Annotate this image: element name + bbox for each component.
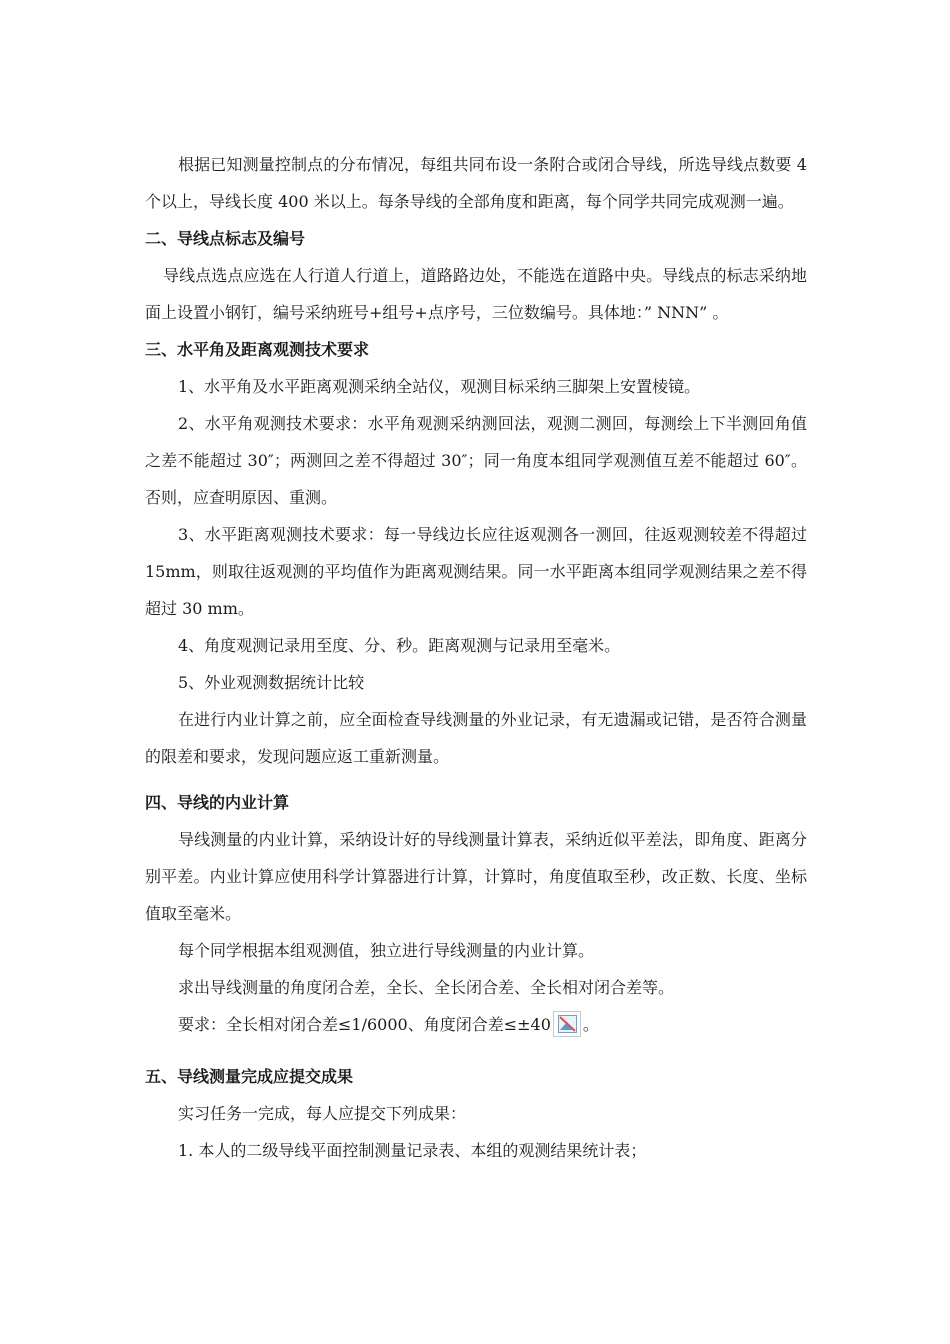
section-4-paragraph: 每个同学根据本组观测值，独立进行导线测量的内业计算。 xyxy=(178,941,595,960)
section-3-item: 5、外业观测数据统计比较 xyxy=(178,673,365,692)
document-body xyxy=(145,146,807,1169)
section-5-item: 1. 本人的二级导线平面控制测量记录表、本组的观测结果统计表； xyxy=(178,1141,647,1160)
section-4-paragraph: 导线测量的内业计算，采纳设计好的导线测量计算表，采纳近似平差法，即角度、距离分别平差。内业计算应使用科学计算器进行计算，计算时，角度值取至秒，改正数、长度、坐标值取至毫米。 xyxy=(145,830,807,923)
section-3-item: 3、水平距离观测技术要求：每一导线边长应往返观测各一测回，往返观测较差不得超过 15mm，则取往返观测的平均值作为距离观测结果。同一水平距离本组同学观测结果之差不得超过 30 mm。 xyxy=(145,525,807,618)
section-heading-5: 五、导线测量完成应提交成果 xyxy=(145,1067,354,1086)
section-5-intro: 实习任务一完成，每人应提交下列成果： xyxy=(178,1104,467,1123)
requirement-text: 要求：全长相对闭合差≤1/6000、角度闭合差≤±40 xyxy=(178,1015,551,1034)
section-heading-2: 二、导线点标志及编号 xyxy=(145,229,306,248)
section-heading-4: 四、导线的内业计算 xyxy=(145,793,290,812)
section-3-item: 2、水平角观测技术要求：水平角观测采纳测回法，观测二测回，每测绘上下半测回角值之差不能超过 30″；两测回之差不得超过 30″；同一角度本组同学观测值互差不能超过 60″。否则，应查明原因、重测。 xyxy=(145,414,807,507)
section-2-body: 导线点选点应选在人行道人行道上，道路路边处，不能选在道路中央。导线点的标志采纳地面上设置小钢钉，编号采纳班号+组号+点序号，三位数编号。具体地：” NNN” 。 xyxy=(145,266,807,322)
section-4-requirement xyxy=(145,1006,807,1043)
requirement-end: 。 xyxy=(582,1015,599,1034)
section-3-note: 在进行内业计算之前，应全面检查导线测量的外业记录，有无遗漏或记错，是否符合测量的限差和要求，发现问题应返工重新测量。 xyxy=(145,710,807,766)
intro-paragraph: 根据已知测量控制点的分布情况，每组共同布设一条附合或闭合导线，所选导线点数要 4 个以上，导线长度 400 米以上。每条导线的全部角度和距离，每个同学共同完成观测一遍。 xyxy=(145,155,807,211)
section-heading-3: 三、水平角及距离观测技术要求 xyxy=(145,340,370,359)
section-3-item: 1、水平角及水平距离观测采纳全站仪，观测目标采纳三脚架上安置棱镜。 xyxy=(178,377,701,396)
section-3-item: 4、角度观测记录用至度、分、秒。距离观测与记录用至毫米。 xyxy=(178,636,621,655)
section-4-paragraph: 求出导线测量的角度闭合差，全长、全长闭合差、全长相对闭合差等。 xyxy=(178,978,675,997)
broken-image-icon xyxy=(553,1011,581,1037)
